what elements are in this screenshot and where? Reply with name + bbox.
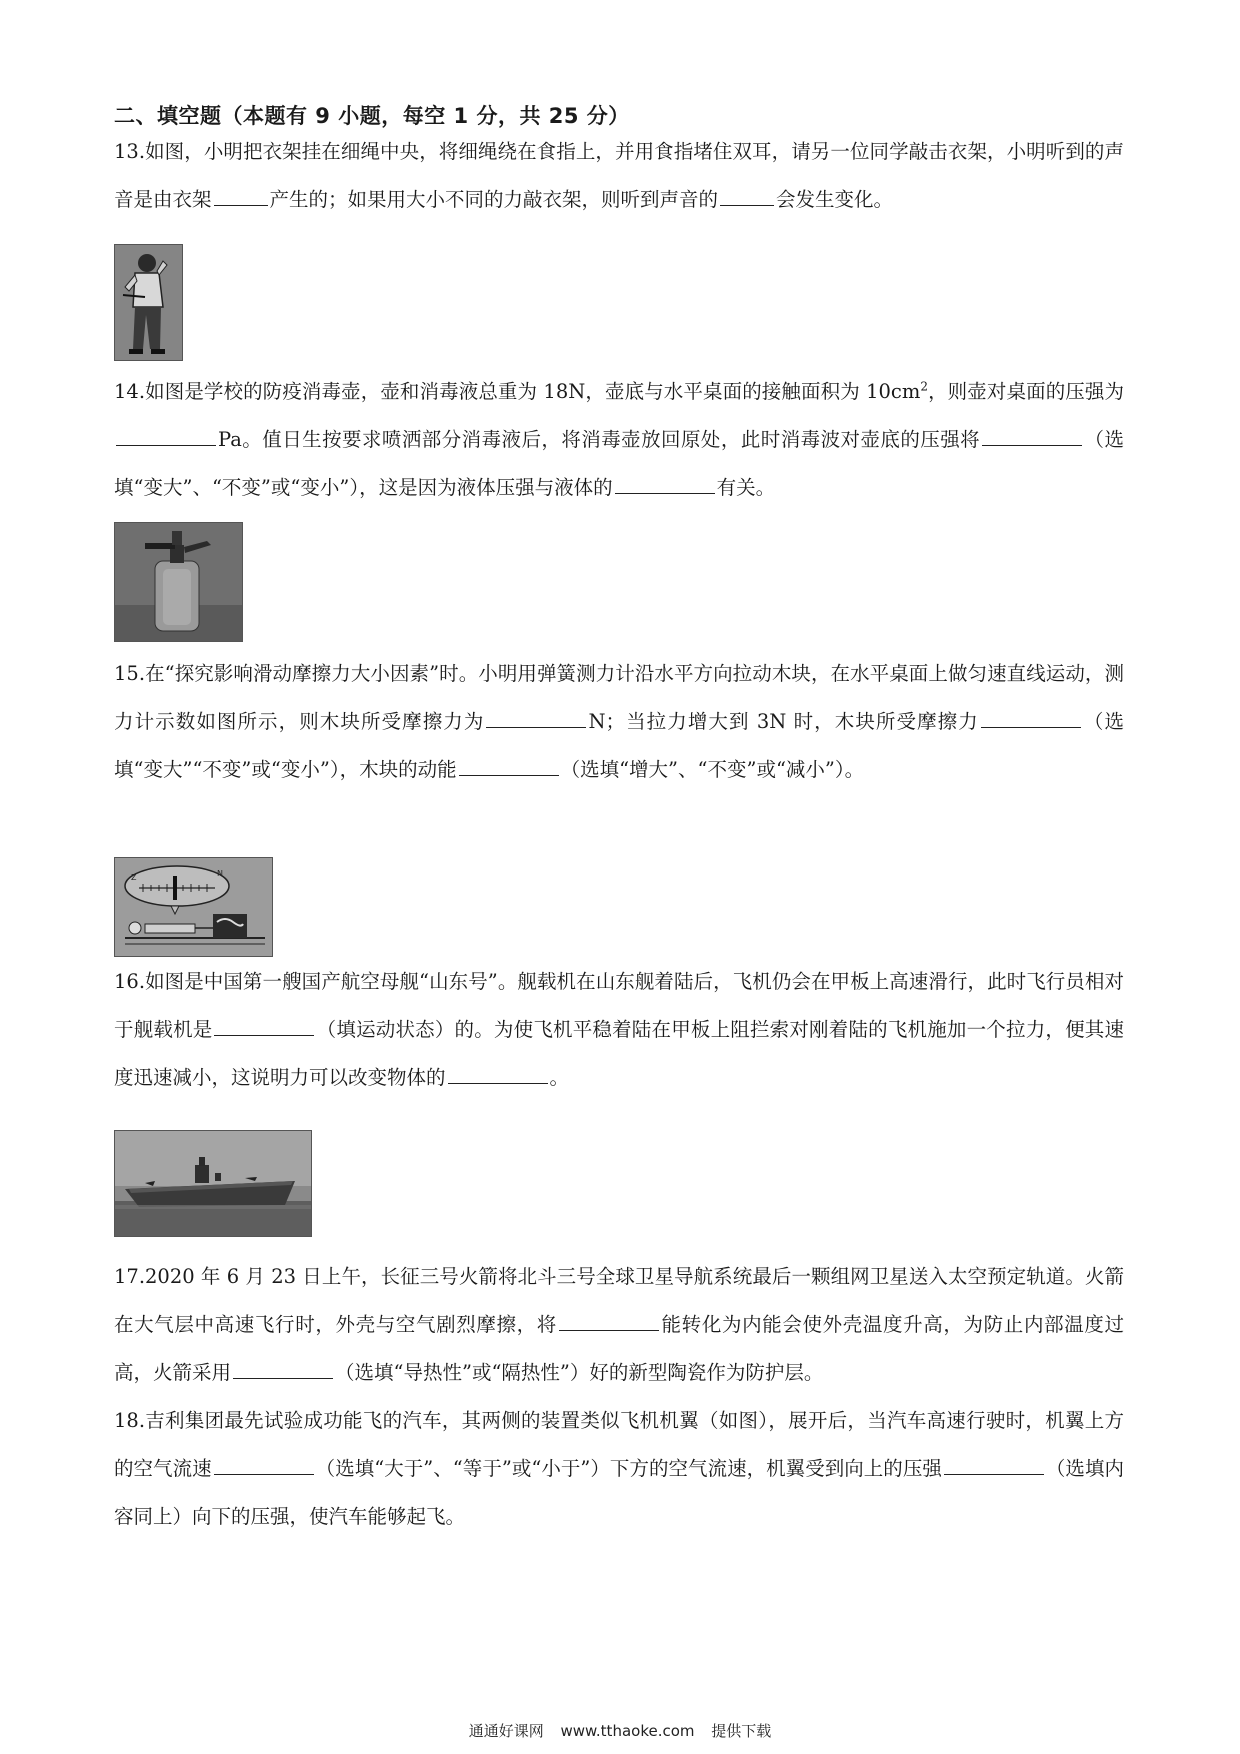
- q14-superscript: 2: [920, 379, 928, 394]
- q15-text-1: 15.在“探究影响滑动摩擦力大小因素”时。小明用弹簧测力计沿水平方向拉动木块，在水平桌面上做匀速直线运动，测力计示数如图所示，则木块所受摩擦力为: [114, 662, 1124, 733]
- q15-figure-spring-scale-diagram: [114, 857, 273, 957]
- q16-text-2: （填运动状态）的。为使飞机平稳着陆在甲板上阻拦索对刚着陆的飞机施加一个拉力，便其速度迅速减小，这说明力可以改变物体的: [114, 1018, 1124, 1089]
- q17-blank-2[interactable]: [233, 1356, 333, 1379]
- question-13: [114, 128, 1124, 224]
- page-footer: [0, 1720, 1240, 1741]
- q16-figure-aircraft-carrier-photo: [114, 1130, 312, 1237]
- q14-blank-1[interactable]: [116, 423, 216, 446]
- q15-blank-2[interactable]: [981, 705, 1081, 728]
- q17-text-1: 17.2020 年 6 月 23 日上午，长征三号火箭将北斗三号全球卫星导航系统最后一颗组网卫星送入太空预定轨道。火箭在大气层中高速飞行时，外壳与空气剧烈摩擦，将: [114, 1265, 1124, 1336]
- q13-text-3: 会发生变化。: [776, 188, 894, 211]
- q18-text-2: （选填“大于”、“等于”或“小于”）下方的空气流速，机翼受到向上的压强: [315, 1457, 942, 1480]
- q15-scale-left-label: Z: [131, 873, 137, 882]
- question-16: [114, 958, 1124, 1102]
- q14-text-5: 有关。: [716, 476, 776, 499]
- q18-blank-2[interactable]: [944, 1452, 1044, 1475]
- q14-text-4: （选填“变大”、“不变”或“变小”），这是因为液体压强与液体的: [114, 428, 1124, 499]
- q17-blank-1[interactable]: [559, 1308, 659, 1331]
- footer-site-name: 通通好课网: [468, 1722, 544, 1740]
- footer-url-link[interactable]: www.tthaoke.com: [560, 1722, 695, 1740]
- q14-figure-spray-bottle-photo: [114, 522, 243, 642]
- q17-text-2: 能转化为内能会使外壳温度升高，为防止内部温度过高，火箭采用: [114, 1313, 1124, 1384]
- q14-text-3: Pa。值日生按要求喷洒部分消毒液后，将消毒壶放回原处，此时消毒波对壶底的压强将: [218, 428, 981, 451]
- q15-text-2: N；当拉力增大到 3N 时，木块所受摩擦力: [588, 710, 979, 733]
- q16-text-1: 16.如图是中国第一艘国产航空母舰“山东号”。舰载机在山东舰着陆后，飞机仍会在甲板上高速滑行，此时飞行员相对于舰载机是: [114, 970, 1124, 1041]
- q18-blank-1[interactable]: [214, 1452, 314, 1475]
- q14-blank-2[interactable]: [982, 423, 1082, 446]
- q15-text-3: （选填“变大”“不变”或“变小”），木块的动能: [114, 710, 1124, 781]
- q16-blank-2[interactable]: [448, 1061, 548, 1084]
- q14-text-1: 14.如图是学校的防疫消毒壶，壶和消毒液总重为 18N，壶底与水平桌面的接触面积为 10cm: [114, 380, 921, 403]
- q13-text-1: 13.如图，小明把衣架挂在细绳中央，将细绳绕在食指上，并用食指堵住双耳，请另一位同学敲击衣架，小明听到的声音是由衣架: [114, 140, 1124, 211]
- q13-blank-1[interactable]: [214, 183, 268, 206]
- q18-text-1: 18.吉利集团最先试验成功能飞的汽车，其两侧的装置类似飞机机翼（如图），展开后，当汽车高速行驶时，机翼上方的空气流速: [114, 1409, 1124, 1480]
- q15-blank-3[interactable]: [459, 753, 559, 776]
- q13-text-2: 产生的；如果用大小不同的力敲衣架，则听到声音的: [269, 188, 719, 211]
- q15-text-4: （选填“增大”、“不变”或“减小”）。: [560, 758, 865, 781]
- question-17: [114, 1253, 1124, 1397]
- q13-blank-2[interactable]: [720, 183, 774, 206]
- q13-figure-boy-photo: [114, 244, 183, 361]
- q18-text-3: （选填内容同上）向下的压强，使汽车能够起飞。: [114, 1457, 1124, 1528]
- section-title: 二、填空题（本题有 9 小题，每空 1 分，共 25 分）: [114, 104, 630, 128]
- q15-scale-right-label: N: [217, 869, 223, 878]
- question-18: [114, 1397, 1124, 1541]
- q15-blank-1[interactable]: [486, 705, 586, 728]
- q16-text-3: 。: [549, 1066, 570, 1089]
- q16-blank-1[interactable]: [214, 1013, 314, 1036]
- q17-text-3: （选填“导热性”或“隔热性”）好的新型陶瓷作为防护层。: [335, 1361, 824, 1384]
- question-15: [114, 650, 1124, 794]
- q14-text-2: ，则壶对桌面的压强为: [927, 380, 1124, 403]
- q14-blank-3[interactable]: [615, 471, 715, 494]
- question-14: [114, 368, 1124, 512]
- footer-suffix: 提供下载: [711, 1722, 772, 1740]
